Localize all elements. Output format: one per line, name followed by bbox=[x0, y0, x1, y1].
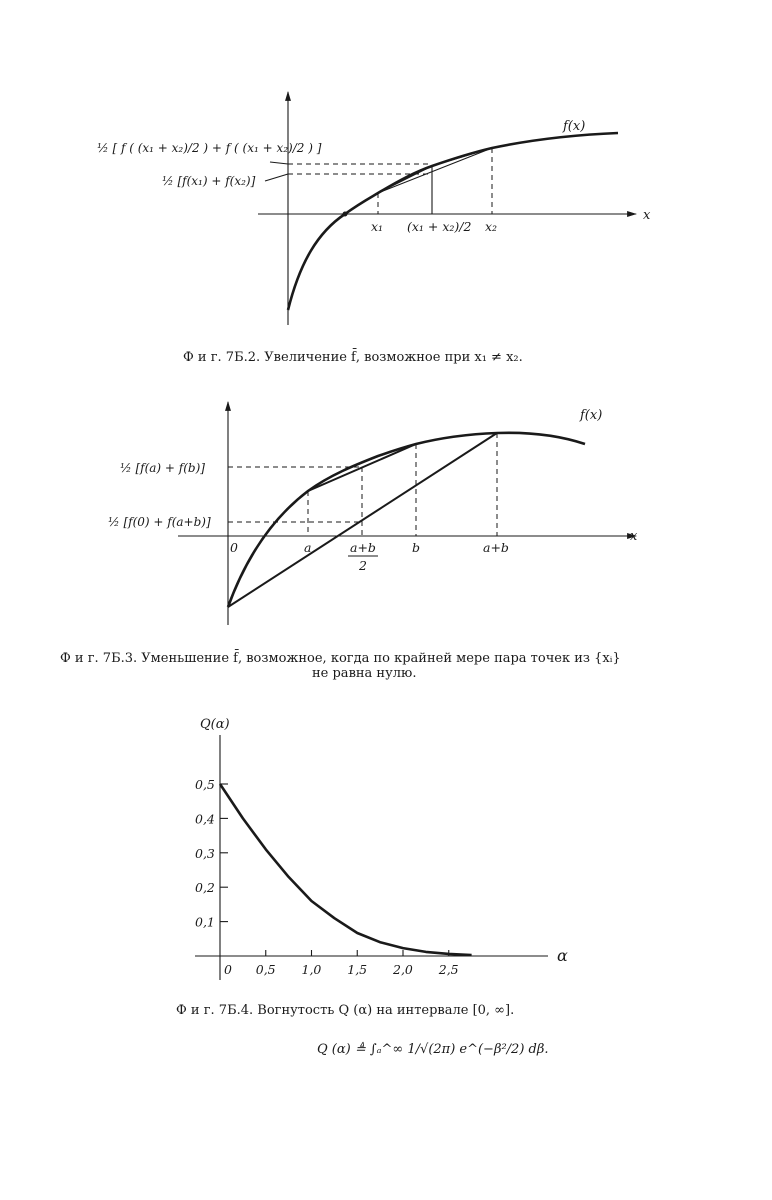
fig2-caption-line1: Ф и г. 7Б.3. Уменьшение f̄, возможное, когда по крайней мере пара точек из {xᵢ} bbox=[60, 651, 621, 666]
fig3-x-tick-label: 1,0 bbox=[301, 962, 322, 977]
fig1-x-label: x bbox=[643, 208, 651, 223]
fig2-label-lower: ½ [f(0) + f(a+b)] bbox=[108, 515, 211, 529]
fig1-tick-x2: x₂ bbox=[485, 219, 498, 234]
fig2-tick-a: a bbox=[304, 540, 312, 555]
fig2-tick-ab: a+b bbox=[483, 540, 509, 555]
fig3-x-tick-label: 2,0 bbox=[393, 962, 413, 977]
fig3-x-tick-label: 0 bbox=[224, 962, 232, 977]
fig3-x-label: α bbox=[557, 946, 568, 965]
fig3-marks bbox=[195, 777, 472, 977]
fig2-curve-label: f(x) bbox=[580, 408, 603, 423]
fig2-tick-mid-den: 2 bbox=[359, 558, 367, 573]
fig2-tick-0: 0 bbox=[230, 540, 238, 555]
fig1-tick-mid: (x₁ + x₂)/2 bbox=[407, 219, 472, 234]
fig3-y-label: Q(α) bbox=[200, 717, 230, 732]
fig3-y-tick-label: 0,1 bbox=[195, 914, 215, 930]
fig3-y-tick-label: 0,3 bbox=[195, 845, 215, 861]
fig3-x-tick-label: 2,5 bbox=[438, 962, 459, 977]
fig3-caption: Ф и г. 7Б.4. Вогнутость Q (α) на интервале [0, ∞]. bbox=[176, 1003, 515, 1018]
fig1-caption: Ф и г. 7Б.2. Увеличение f̄, возможное при x₁ ≠ x₂. bbox=[183, 350, 523, 365]
fig2-tick-b: b bbox=[412, 540, 421, 555]
fig3-formula: Q (α) ≜ ∫ₐ^∞ 1/√(2π) e^(−β²/2) dβ. bbox=[317, 1042, 549, 1057]
fig3-q-curve bbox=[220, 784, 472, 955]
fig3-y-tick-label: 0,5 bbox=[195, 777, 215, 792]
fig3-y-tick-label: 0,2 bbox=[195, 880, 215, 896]
fig1-label-upper: ½ [ f ( (x₁ + x₂)/2 ) + f ( (x₁ + x₂)/2 ) ] bbox=[97, 141, 322, 155]
fig1-tick-x1: x₁ bbox=[371, 219, 384, 234]
fig2-x-label: x bbox=[630, 529, 638, 544]
fig2-tick-mid-num: a+b bbox=[350, 540, 376, 555]
fig1-curve-label: f(x) bbox=[563, 119, 586, 134]
fig2-label-upper: ½ [f(a) + f(b)] bbox=[120, 461, 205, 475]
fig1-label-lower: ½ [f(x₁) + f(x₂)] bbox=[162, 174, 256, 188]
fig2-caption-line2: не равна нулю. bbox=[312, 666, 417, 681]
fig3-x-tick-label: 0,5 bbox=[255, 962, 276, 977]
fig3-x-tick-label: 1,5 bbox=[347, 962, 368, 977]
fig3-y-tick-label: 0,4 bbox=[195, 811, 215, 827]
